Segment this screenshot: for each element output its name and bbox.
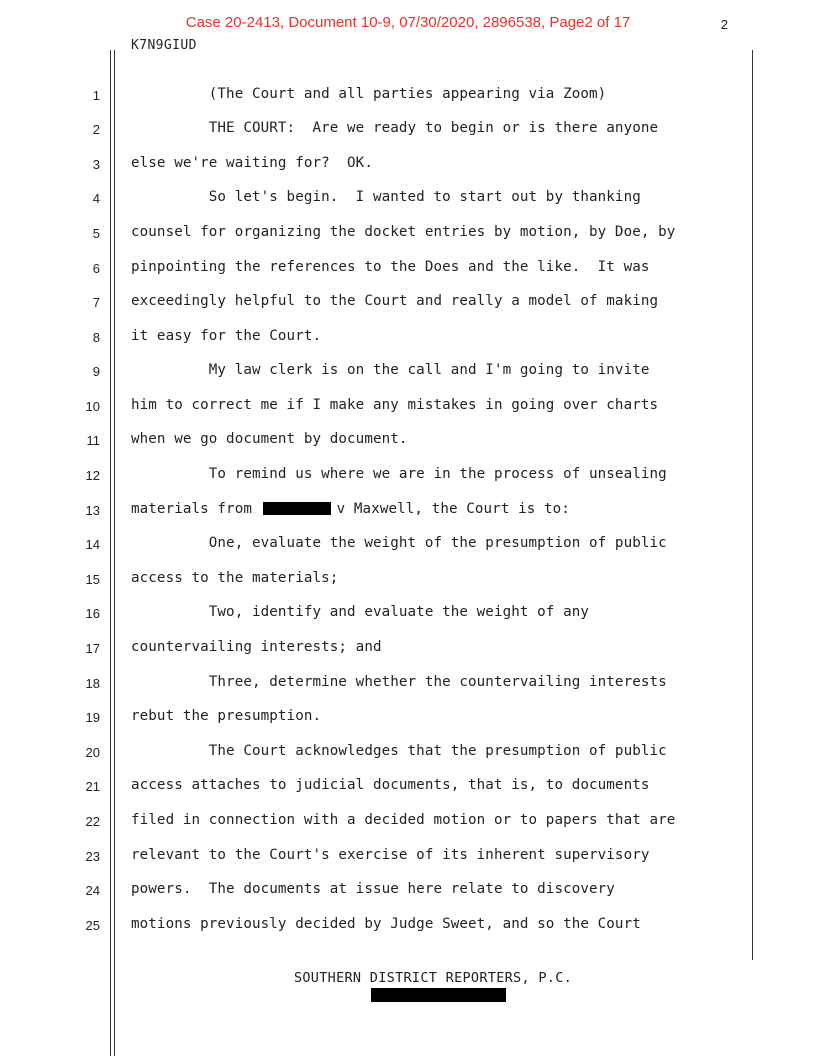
left-margin-rule-inner <box>114 50 115 1056</box>
transcript-line: powers. The documents at issue here relate to discovery <box>131 881 615 897</box>
transcript-line: THE COURT: Are we ready to begin or is there anyone <box>131 120 659 136</box>
transcript-line: countervailing interests; and <box>131 639 382 655</box>
transcript-line: motions previously decided by Judge Sweet, and so the Court <box>131 916 641 932</box>
transcript-line: exceedingly helpful to the Court and really a model of making <box>131 293 659 309</box>
line-number: 5 <box>92 226 100 241</box>
line-text-segment: v Maxwell, the Court is to: <box>336 501 570 517</box>
line-number: 2 <box>92 122 100 137</box>
right-margin-rule <box>752 50 753 960</box>
transcript-line <box>131 501 751 517</box>
transcript-line: Two, identify and evaluate the weight of any <box>131 604 590 620</box>
line-number: 19 <box>85 710 100 725</box>
transcript-line: relevant to the Court's exercise of its inherent supervisory <box>131 847 650 863</box>
transcript-line: One, evaluate the weight of the presumption of public <box>131 535 667 551</box>
line-number: 14 <box>85 537 100 552</box>
reporter-footer: SOUTHERN DISTRICT REPORTERS, P.C. <box>293 970 573 986</box>
transcript-line: filed in connection with a decided motion or to papers that are <box>131 812 676 828</box>
line-number: 8 <box>92 330 100 345</box>
transcript-line: else we're waiting for? OK. <box>131 155 373 171</box>
line-number: 4 <box>92 191 100 206</box>
transcript-line: rebut the presumption. <box>131 708 322 724</box>
line-number: 12 <box>85 468 100 483</box>
transcript-line: counsel for organizing the docket entries by motion, by Doe, by <box>131 224 676 240</box>
line-number: 21 <box>85 779 100 794</box>
line-number: 25 <box>85 918 100 933</box>
line-number: 3 <box>92 157 100 172</box>
line-number: 18 <box>85 676 100 691</box>
transcript-line: To remind us where we are in the process of unsealing <box>131 466 667 482</box>
line-number: 15 <box>85 572 100 587</box>
transcript-line: access to the materials; <box>131 570 339 586</box>
footer-redaction-box <box>371 988 506 1002</box>
redaction-box <box>263 502 331 515</box>
page-number: 2 <box>720 17 728 32</box>
line-text-segment: materials from <box>131 501 261 517</box>
transcript-line: access attaches to judicial documents, that is, to documents <box>131 777 650 793</box>
line-number: 23 <box>85 849 100 864</box>
line-number: 16 <box>85 606 100 621</box>
line-number: 9 <box>92 364 100 379</box>
line-number: 13 <box>85 503 100 518</box>
line-number: 7 <box>92 295 100 310</box>
line-number: 24 <box>85 883 100 898</box>
transcript-line: when we go document by document. <box>131 431 408 447</box>
transcript-line: it easy for the Court. <box>131 328 322 344</box>
line-number: 10 <box>85 399 100 414</box>
line-number: 20 <box>85 745 100 760</box>
transcript-line: So let's begin. I wanted to start out by thanking <box>131 189 641 205</box>
line-number: 17 <box>85 641 100 656</box>
transcript-line: pinpointing the references to the Does and the like. It was <box>131 259 650 275</box>
line-number: 1 <box>92 88 100 103</box>
transcript-line: My law clerk is on the call and I'm going to invite <box>131 362 650 378</box>
transcript-line: him to correct me if I make any mistakes in going over charts <box>131 397 659 413</box>
line-number: 22 <box>85 814 100 829</box>
line-number: 6 <box>92 261 100 276</box>
transcript-line: (The Court and all parties appearing via Zoom) <box>131 86 607 102</box>
transcript-id: K7N9GIUD <box>131 38 197 53</box>
case-stamp-header: Case 20-2413, Document 10-9, 07/30/2020, 2896538, Page2 of 17 <box>185 14 631 31</box>
transcript-line: The Court acknowledges that the presumption of public <box>131 743 667 759</box>
line-number: 11 <box>86 433 100 448</box>
left-margin-rule-outer <box>110 50 111 1056</box>
transcript-line: Three, determine whether the countervailing interests <box>131 674 667 690</box>
